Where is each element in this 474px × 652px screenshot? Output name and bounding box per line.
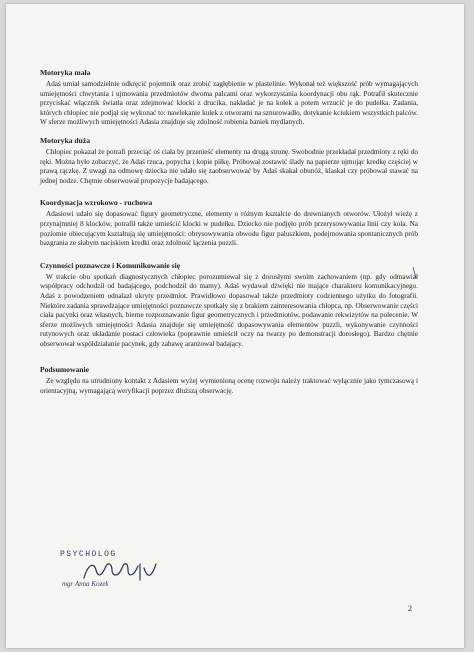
section-body: Ze względu na utrudniony kontakt z Adasiem wyżej wymienioną ocenę rozwoju należy traktować wyłącznie jako tymczasową i orientacyjną, wymagającą weryfikacji poprzez dłuższą obserwację. [40, 377, 418, 396]
section-visual-motor [40, 198, 418, 248]
section-heading: Koordynacja wzrokowo - ruchowa [40, 198, 153, 208]
section-gross-motor [40, 136, 418, 186]
section-heading: Motoryka duża [40, 135, 90, 145]
signature-name: mgr Anna Kozek [62, 580, 109, 588]
section-heading: Motoryka mała [40, 68, 91, 77]
page-number: 2 [408, 604, 412, 613]
section-cognitive-communication [40, 261, 418, 350]
section-fine-motor [40, 68, 418, 128]
signature-stamp [60, 542, 180, 600]
signature-role: PSYCHOLOG [60, 550, 117, 559]
section-body: Chłopiec pokazał że potrafi przeciąć oś ciała by przenieść elementy na drugą stronę. Swobodnie przekładał przedmioty z ręki do ręki. Można było zobaczyć, że Adaś rzuca, popycha i kopie piłkę. Próbował zostawić ślady na papierze ujmując kredkę częściej w prawą rączkę. Z uwagi na odmowę dziecka nie udało się zaobserwować by Adaś skakał obunóż, klaskał czy próbował stawać na jednej nodze. Chętnie obserwował propozycje badającego. [40, 147, 418, 185]
document-page [6, 4, 464, 648]
section-heading: Czynności poznawcze i Komunikowanie się [40, 260, 181, 270]
section-summary [40, 365, 418, 396]
section-heading: Podsumowanie [40, 365, 89, 375]
section-body: W trakcie obu spotkań diagnostycznych chłopiec porozumiewał się z dorosłymi swoim zachowaniem (np. gdy odmawiał współpracy odchodził od badającego, podchodził do mamy). Adaś wydawał dźwięki nie mające charakteru komunikacyjnego. Adaś z powodzeniem odnalazł ukryty przedmiot. Prawidłowo dopasował także przedmioty codziennego użytku do fotografii. Niektóre zadania sprawdzające umiejętności poznawcze spotkały się z brakiem zainteresowania chłopca, np. Obserwowanie części ciała pacynki oraz własnych, bierne rozpoznawanie figur geometrycznych i przedmiotów, podawanie rekwizytów na polecenie. W sferze możliwych umiejętności Adasia znajduje się umiejętność dopasowywania elementów puzzli, wykonywanie czynności rutynowych oraz układanie postaci człowieka (poprawnie umieścił oczy na twarzy po demonstracji dorosłego). Bardzo chętnie obserwował współdziałanie pacynek, gdy zabawę aranżował badający. [40, 272, 418, 348]
document-content [40, 68, 418, 405]
margin-pen-mark [411, 266, 419, 285]
section-body: Adasiowi udało się dopasować figury geometryczne, elementy o różnym kształcie do drewnianych otworów. Ułożył wieżę z przynajmniej 8 klocków, potrafił także umieścić klocki w pudełku. Dziecko nie podjęło prób przerysowywania linii czy koła. Na poziomie obiecującym kształtują się umiejętności: obrysowywania obwodu figur paluszkiem, podejmowania spontanicznych prób bazgrania ze słabym naciskiem kredki oraz zdolność łączenia puzzli. [40, 210, 418, 248]
section-body: Adaś umiał samodzielnie odkręcić pojemnik oraz zrobić zagłębienie w plastelinie. Wykonał też większość prób wymagających umiejętności chwytania i ujmowania przedmiotów dwoma palcami oraz wykorzystania koordynacji obu rąk. Potrafił skutecznie przyciskać włącznik światła oraz zdejmować klocki z drucika, nakładać je na kołek a potem wrzucić je do pudełka. Zadania, których chłopiec nie podjął się wykonać to: nawlekanie kulek z otworami na sznurowadło, dotykanie kciukiem wszystkich palców. W sferze możliwych umiejętności Adasia znajduje się zdolność robienia baniek mydlanych. [40, 80, 418, 127]
